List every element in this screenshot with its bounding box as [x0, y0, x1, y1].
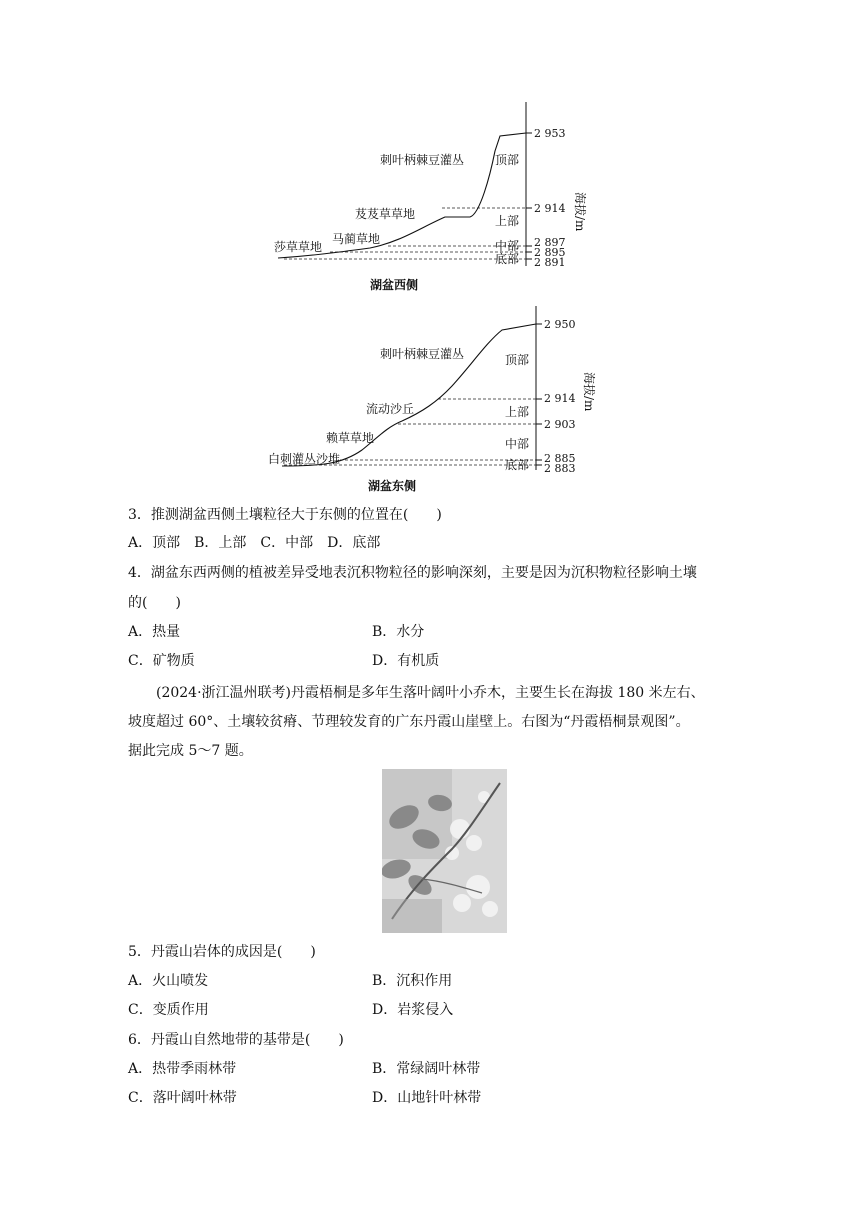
west-profile-figure: [270, 96, 600, 300]
vegetation-label: 莎草草地: [274, 240, 323, 254]
elevation-tick-label: 2 891: [534, 256, 566, 269]
question-3-stem: 3．推测湖盆西侧土壤粒径大于东侧的位置在( ): [128, 507, 442, 523]
question-5-option-a: A．火山喷发: [128, 973, 209, 989]
vegetation-label: 白刺灌丛沙堆: [268, 452, 341, 466]
zone-label-bottom: 底部: [505, 458, 530, 472]
question-4-option-d: D．有机质: [372, 653, 440, 669]
question-6-option-b: B．常绿阔叶林带: [372, 1061, 481, 1077]
question-5-stem: 5．丹霞山岩体的成因是( ): [128, 944, 316, 960]
vegetation-label: 刺叶柄棘豆灌丛: [380, 347, 465, 361]
question-3-options: A．顶部 B．上部 C．中部 D．底部: [128, 535, 381, 551]
elevation-tick-label: 2 953: [534, 127, 566, 140]
west-profile-chart: [270, 96, 600, 300]
vegetation-label: 流动沙丘: [366, 402, 415, 416]
question-4-option-a: A．热量: [128, 624, 181, 640]
question-6-option-a: A．热带季雨林带: [128, 1061, 237, 1077]
elevation-axis-label: 海拔/m: [573, 192, 587, 232]
zone-label-upper: 上部: [505, 405, 530, 419]
question-5-option-c: C．变质作用: [128, 1002, 209, 1018]
tree-photo-illustration: [382, 769, 507, 933]
passage-line: 坡度超过 60°、土壤较贫瘠、节理较发育的广东丹霞山崖壁上。右图为“丹霞梧桐景观图”。: [128, 714, 690, 730]
question-4-option-b: B．水分: [372, 624, 425, 640]
vegetation-label: 赖草草地: [326, 431, 375, 445]
elevation-tick-label: 2 897: [534, 236, 566, 249]
passage-line: 据此完成 5～7 题。: [128, 743, 253, 759]
vegetation-label: 刺叶柄棘豆灌丛: [380, 153, 465, 167]
question-5-option-b: B．沉积作用: [372, 973, 453, 989]
zone-label-upper: 上部: [495, 214, 520, 228]
elevation-tick-label: 2 903: [544, 418, 576, 431]
zone-label-middle: 中部: [495, 239, 520, 253]
elevation-tick-label: 2 950: [544, 318, 576, 331]
passage: [128, 679, 728, 766]
figure-title: 湖盆西侧: [370, 278, 419, 292]
elevation-axis-label: 海拔/m: [582, 372, 596, 412]
zone-label-top: 顶部: [505, 353, 530, 367]
elevation-tick-label: 2 914: [534, 202, 566, 215]
east-profile-chart: [262, 302, 602, 500]
elevation-tick-label: 2 914: [544, 392, 576, 405]
zone-label-bottom: 底部: [495, 252, 520, 266]
elevation-tick-label: 2 895: [534, 246, 566, 259]
question-4-stem-line2: 的( ): [128, 595, 181, 611]
zone-label-top: 顶部: [495, 153, 520, 167]
east-profile-figure: [262, 302, 602, 500]
figure-title: 湖盆东侧: [368, 479, 417, 493]
question-6-option-c: C．落叶阔叶林带: [128, 1090, 237, 1106]
vegetation-label: 马蔺草地: [332, 232, 381, 246]
question-6-option-d: D．山地针叶林带: [372, 1090, 482, 1106]
zone-label-middle: 中部: [505, 437, 530, 451]
question-4-option-c: C．矿物质: [128, 653, 195, 669]
elevation-tick-label: 2 883: [544, 462, 576, 475]
question-4-stem-line1: 4．湖盆东西两侧的植被差异受地表沉积物粒径的影响深刻，主要是因为沉积物粒径影响土壤: [128, 565, 697, 581]
danxia-phoenix-tree-photo: [382, 769, 507, 933]
vegetation-label: 芨芨草草地: [355, 207, 416, 221]
question-5-option-d: D．岩浆侵入: [372, 1002, 454, 1018]
question-6-stem: 6．丹霞山自然地带的基带是( ): [128, 1032, 344, 1048]
terrain-profile: [282, 324, 536, 466]
elevation-tick-label: 2 885: [544, 452, 576, 465]
passage-line: (2024·浙江温州联考)丹霞梧桐是多年生落叶阔叶小乔木，主要生长在海拔 180 米左右、: [156, 685, 705, 701]
